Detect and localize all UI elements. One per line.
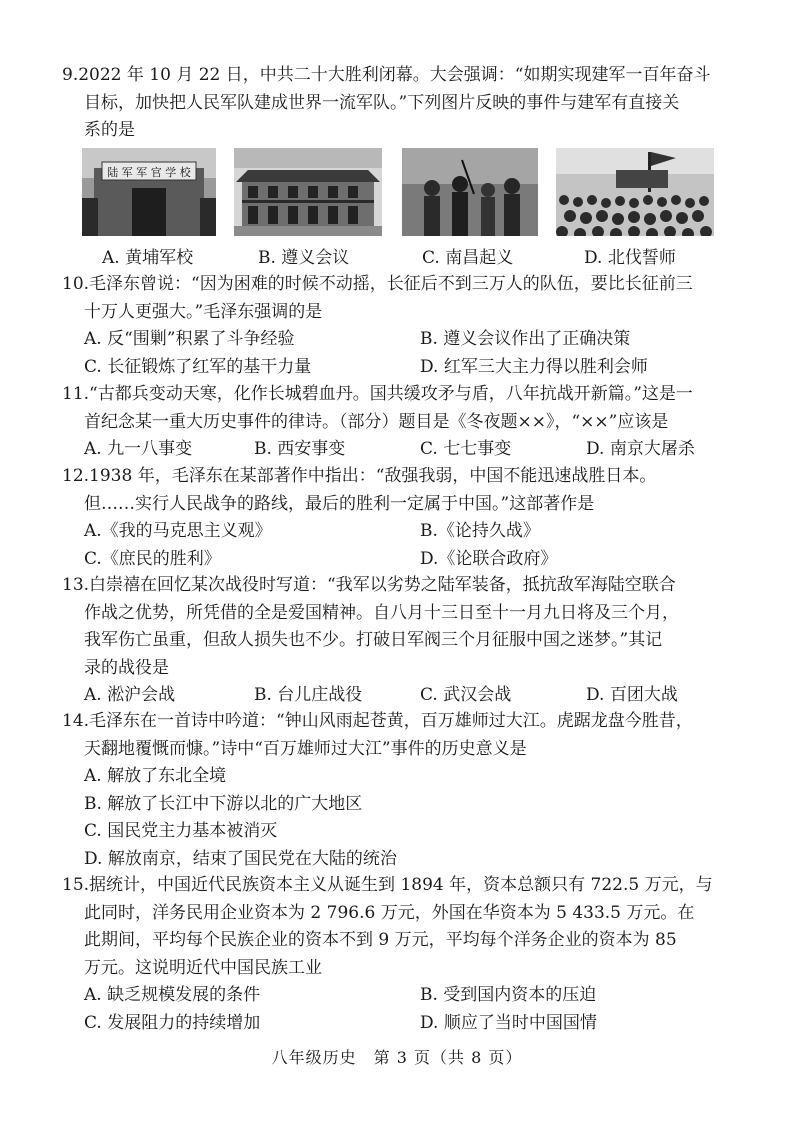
q9-option-b: B. 遵义会议 xyxy=(258,248,350,268)
q10-options xyxy=(62,326,730,381)
q13-line4: 录的战役是 xyxy=(84,657,169,678)
q14-option-b: B. 解放了长江中下游以北的广大地区 xyxy=(84,793,363,814)
question-14 xyxy=(62,708,730,873)
q10-option-c: C. 长征锻炼了红军的基干力量 xyxy=(84,356,312,377)
q10-line1 xyxy=(62,271,730,299)
q14-number: 14. xyxy=(62,711,90,731)
q11-line1 xyxy=(62,381,730,409)
q13-line2: 作战之优势，所凭借的全是爱国精神。自八月十三日至十一月九日将及三个月， xyxy=(84,602,679,623)
q10-number: 10. xyxy=(62,274,90,294)
question-15 xyxy=(62,872,730,1037)
q13-text1: 白崇禧在回忆某次战役时写道：“我军以劣势之陆军装备，抵抗敌军海陆空联合 xyxy=(89,575,676,595)
q13-option-d: D. 百团大战 xyxy=(586,685,678,705)
q11-option-a: A. 九一八事变 xyxy=(84,439,193,459)
q10-option-b: B. 遵义会议作出了正确决策 xyxy=(420,329,631,349)
q14-line1 xyxy=(62,708,730,736)
question-10 xyxy=(62,271,730,381)
q15-line1 xyxy=(62,872,730,900)
q11-option-d: D. 南京大屠杀 xyxy=(586,439,695,459)
q13-options xyxy=(62,682,730,710)
q9-option-c: C. 南昌起义 xyxy=(422,248,514,268)
q13-option-a: A. 淞沪会战 xyxy=(84,685,176,705)
q13-number: 13. xyxy=(62,575,90,595)
q9-line2: 目标，加快把人民军队建成世界一流军队。”下列图片反映的事件与建军有直接关 xyxy=(84,92,680,113)
q13-line1 xyxy=(62,572,730,600)
q14-option-c: C. 国民党主力基本被消灭 xyxy=(84,821,278,841)
q9-text1: 2022 年 10 月 22 日，中共二十大胜利闭幕。大会强调：“如期实现建军一百年奋斗 xyxy=(78,65,711,85)
q11-option-b: B. 西安事变 xyxy=(254,439,346,459)
q11-text1: “古都兵变动天寒，化作长城碧血丹。国共缓攻矛与盾，八年抗战开新篇。”这是一 xyxy=(89,384,693,404)
q13-option-c: C. 武汉会战 xyxy=(420,685,512,705)
q12-options xyxy=(62,518,730,573)
question-9 xyxy=(62,62,730,145)
q9-photos xyxy=(82,148,714,238)
q15-option-a: A. 缺乏规模发展的条件 xyxy=(84,985,261,1005)
q11-number: 11. xyxy=(62,384,90,404)
q12-number: 12. xyxy=(62,466,90,486)
q15-option-c: C. 发展阻力的持续增加 xyxy=(84,1012,261,1033)
q14-line2: 天翻地覆慨而慷。”诗中“百万雄师过大江”事件的历史意义是 xyxy=(84,738,527,759)
q9-option-a: A. 黄埔军校 xyxy=(102,248,194,268)
q12-option-a: A.《我的马克思主义观》 xyxy=(84,521,272,541)
page-footer: 八年级历史 第 3 页（共 8 页） xyxy=(271,1048,523,1067)
q9-line1 xyxy=(62,62,730,90)
q9-number: 9. xyxy=(62,65,79,85)
photo-huangpu-sign: 陆 军 军 官 学 校 xyxy=(107,166,191,179)
q15-line3: 此期间，平均每个民族企业的资本不到 9 万元，平均每个洋务企业的资本为 85 xyxy=(84,930,677,950)
q10-option-d: D. 红军三大主力得以胜利会师 xyxy=(420,356,648,377)
q15-line2: 此同时，洋务民用企业资本为 2 796.6 万元，外国在华资本为 5 433.5 万元。在 xyxy=(84,902,695,923)
q12-line2: 但……实行人民战争的路线，最后的胜利一定属于中国。”这部著作是 xyxy=(84,493,595,514)
q12-option-c: C.《庶民的胜利》 xyxy=(84,548,221,569)
q10-text1: 毛泽东曾说：“因为困难的时候不动摇，长征后不到三万人的队伍，要比长征前三 xyxy=(89,274,693,294)
question-12 xyxy=(62,463,730,573)
q15-line4: 万元。这说明近代中国民族工业 xyxy=(84,957,322,978)
q15-text1: 据统计，中国近代民族资本主义从诞生到 1894 年，资本总额只有 722.5 万元，与 xyxy=(89,875,713,895)
question-11 xyxy=(62,381,730,464)
photo-huangpu xyxy=(82,148,216,236)
q9-option-d: D. 北伐誓师 xyxy=(584,248,676,268)
q9-options xyxy=(82,243,732,269)
q13-option-b: B. 台儿庄战役 xyxy=(254,685,363,705)
q12-line1 xyxy=(62,463,730,491)
q15-options xyxy=(62,982,730,1037)
q10-option-a: A. 反“围剿”积累了斗争经验 xyxy=(84,329,295,349)
q12-option-d: D.《论联合政府》 xyxy=(420,548,558,569)
q15-option-d: D. 顺应了当时中国国情 xyxy=(420,1012,597,1033)
question-13 xyxy=(62,572,730,710)
q10-line2: 十万人更强大。”毛泽东强调的是 xyxy=(84,301,323,322)
photo-beifa xyxy=(556,148,714,236)
q13-line3: 我军伤亡虽重，但敌人损失也不少。打破日军阀三个月征服中国之迷梦。”其记 xyxy=(84,630,663,650)
q11-option-c: C. 七七事变 xyxy=(420,439,512,459)
q12-text1: 1938 年，毛泽东在某部著作中指出：“敌强我弱，中国不能迅速战胜日本。 xyxy=(89,466,657,486)
q11-options xyxy=(62,436,730,464)
photo-zunyi xyxy=(234,148,382,236)
q15-option-b: B. 受到国内资本的压迫 xyxy=(420,985,597,1005)
q9-line3: 系的是 xyxy=(84,120,135,140)
q14-text1: 毛泽东在一首诗中吟道：“钟山风雨起苍黄，百万雄师过大江。虎踞龙盘今胜昔， xyxy=(89,711,693,731)
q14-option-d: D. 解放南京，结束了国民党在大陆的统治 xyxy=(84,848,397,869)
photo-nanchang xyxy=(402,148,538,236)
q12-option-b: B.《论持久战》 xyxy=(420,521,540,541)
q15-number: 15. xyxy=(62,875,90,895)
q11-line2: 首纪念某一重大历史事件的律诗。（部分）题目是《冬夜题××》，“××”应该是 xyxy=(84,411,669,432)
q14-option-a: A. 解放了东北全境 xyxy=(84,766,227,786)
